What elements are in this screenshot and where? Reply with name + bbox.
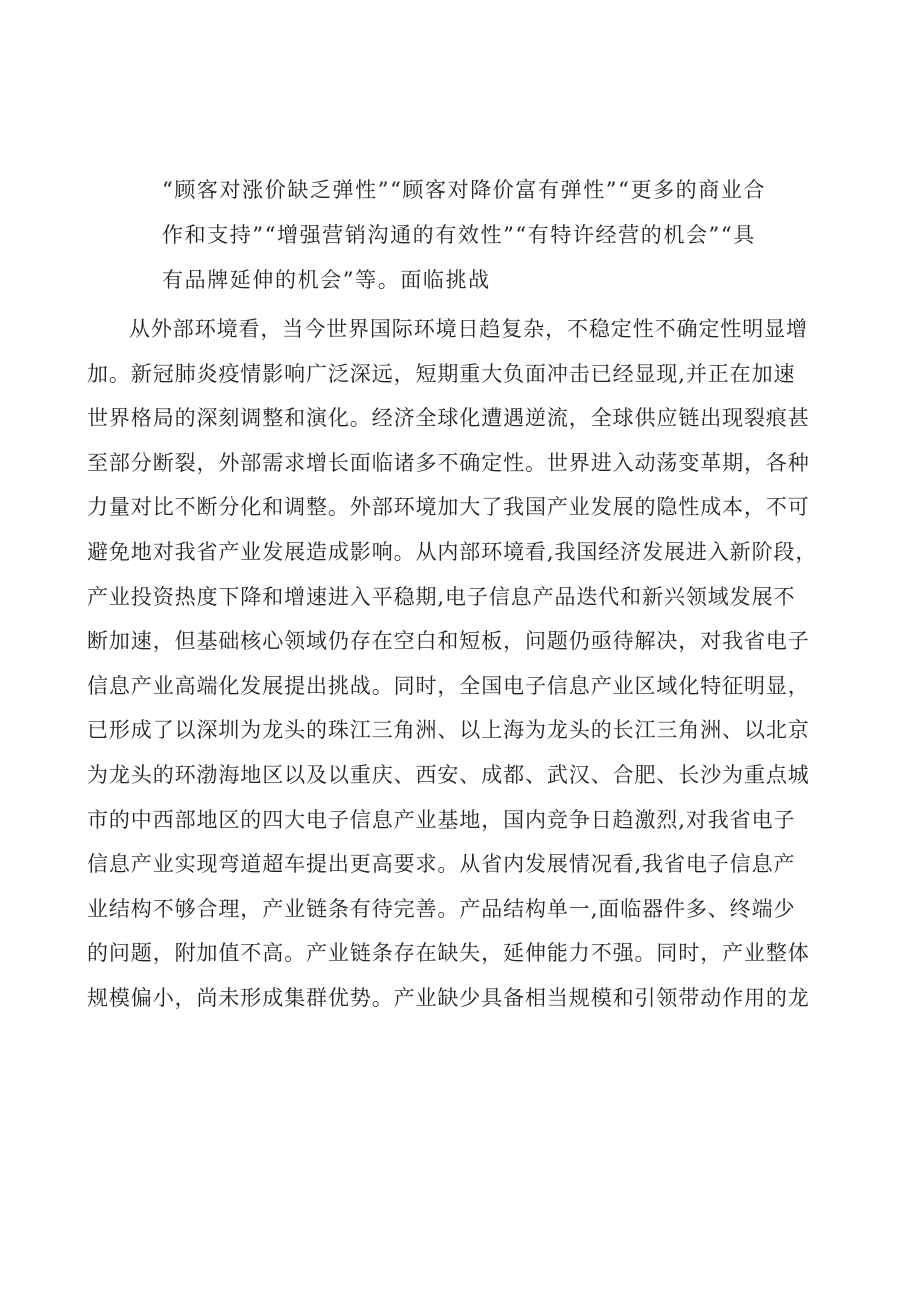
text-line: 世界格局的深刻调整和演化。经济全球化遭遇逆流，全球供应链出现裂痕甚 <box>87 406 810 431</box>
body-paragraph <box>87 307 857 1021</box>
text-line: 有品牌延伸的机会”等。面临挑战 <box>162 268 491 292</box>
text-line: 从外部环境看，当今世界国际环境日趋复杂，不稳定性不确定性明显增 <box>129 317 808 341</box>
text-line: 加。新冠肺炎疫情影响广泛深远，短期重大负面冲击已经显现,并正在加速 <box>87 361 796 386</box>
text-line: 产业投资热度下降和增速进入平稳期,电子信息产品迭代和新兴领域发展不 <box>87 584 796 609</box>
text-line: 避免地对我省产业发展造成影响。从内部环境看,我国经济发展进入新阶段， <box>87 539 818 564</box>
text-line: 信息产业实现弯道超车提出更高要求。从省内发展情况看,我省电子信息产 <box>87 852 796 877</box>
text-line: 断加速，但基础核心领域仍存在空白和短板，问题仍亟待解决，对我省电子 <box>87 629 810 654</box>
text-line: 规模偏小，尚未形成集群优势。产业缺少具备相当规模和引领带动作用的龙 <box>87 985 810 1010</box>
text-line: 市的中西部地区的四大电子信息产业基地，国内竞争日趋激烈,对我省电子 <box>87 807 796 832</box>
indented-text-block <box>162 168 842 303</box>
text-line: 业结构不够合理，产业链条有待完善。产品结构单一,面临器件多、终端少 <box>87 896 796 921</box>
text-line: 已形成了以深圳为龙头的珠江三角洲、以上海为龙头的长江三角洲、以北京 <box>87 718 810 743</box>
text-line: “顾客对涨价缺乏弹性”“顾客对降价富有弹性”“更多的商业合 <box>162 178 767 202</box>
text-line: 至部分断裂，外部需求增长面临诸多不确定性。世界进入动荡变革期，各种 <box>87 450 810 475</box>
text-line: 力量对比不断分化和调整。外部环境加大了我国产业发展的隐性成本，不可 <box>87 495 810 520</box>
text-line: 为龙头的环渤海地区以及以重庆、西安、成都、武汉、合肥、长沙为重点城 <box>87 762 810 787</box>
text-line: 信息产业高端化发展提出挑战。同时，全国电子信息产业区域化特征明显， <box>87 673 810 698</box>
text-line: 的问题，附加值不高。产业链条存在缺失，延伸能力不强。同时，产业整体 <box>87 941 810 966</box>
text-line: 作和支持”“增强营销沟通的有效性”“有特许经营的机会”“具 <box>162 223 756 247</box>
